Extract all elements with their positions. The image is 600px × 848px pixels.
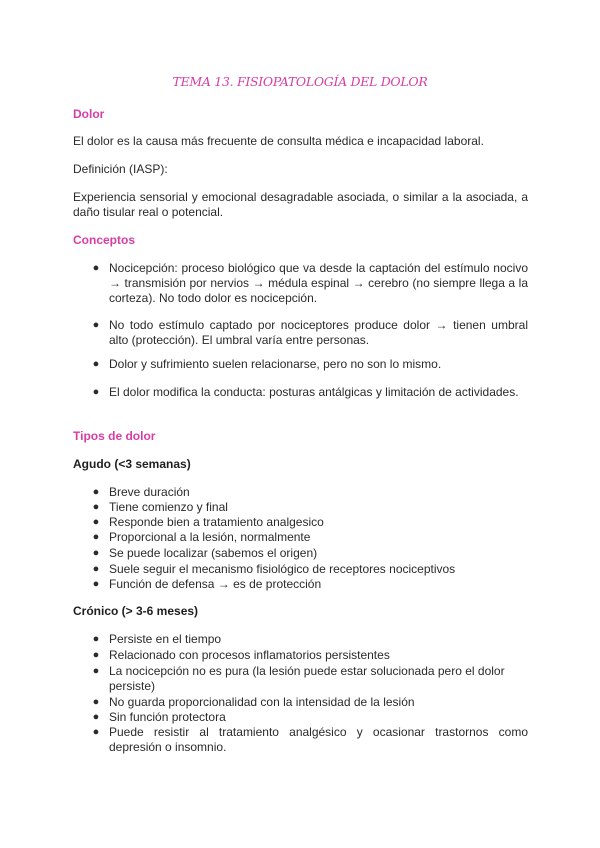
list-item xyxy=(92,577,528,592)
bullet-icon: ● xyxy=(92,696,100,708)
bullet-icon: ● xyxy=(92,578,100,590)
bullet-icon: ● xyxy=(92,547,100,559)
list-item-text: Sin función protectora xyxy=(109,710,226,724)
list-item xyxy=(92,385,528,400)
list-item-text: La nocicepción no es pura (la lesión puede estar solucionada pero el dolor persiste) xyxy=(109,664,505,693)
list-item-text: El dolor modifica la conducta: posturas antálgicas y limitación de actividades. xyxy=(109,385,519,399)
bullet-icon: ● xyxy=(92,386,100,398)
paragraph-consulta: El dolor es la causa más frecuente de consulta médica e incapacidad laboral. xyxy=(73,134,484,148)
list-item xyxy=(92,695,528,710)
list-item-text: No guarda proporcionalidad con la intensidad de la lesión xyxy=(109,695,415,709)
list-item-text: Nocicepción: proceso biológico que va desde la captación del estímulo nocivo → transmisión por nervios → médula espinal → cerebro (no siempre llega a la corteza). No todo dolor es nocicepción. xyxy=(109,261,528,305)
list-item xyxy=(92,562,528,577)
list-item xyxy=(92,485,528,500)
list-item-text: Relacionado con procesos inflamatorios persistentes xyxy=(109,648,390,662)
bullet-icon: ● xyxy=(92,358,100,370)
bullet-icon: ● xyxy=(92,516,100,528)
bullet-icon: ● xyxy=(92,319,100,331)
bullet-icon: ● xyxy=(92,633,100,645)
page-title: TEMA 13. FISIOPATOLOGÍA DEL DOLOR xyxy=(172,74,428,89)
list-item xyxy=(92,357,528,372)
list-item-text: Responde bien a tratamiento analgesico xyxy=(109,515,324,529)
bullet-icon: ● xyxy=(92,531,100,543)
paragraph-definicion: Experiencia sensorial y emocional desagradable asociada, o similar a la asociada, a daño tisular real o potencial. xyxy=(73,190,528,219)
heading-dolor: Dolor xyxy=(73,107,105,121)
list-item-text: Breve duración xyxy=(109,485,190,499)
list-item-text: Puede resistir al tratamiento analgésico y ocasionar trastornos como depresión o insomnio. xyxy=(109,725,528,754)
list-item-text: Dolor y sufrimiento suelen relacionarse, pero no son lo mismo. xyxy=(109,357,442,371)
bullet-icon: ● xyxy=(92,486,100,498)
list-item-text: Suele seguir el mecanismo fisiológico de receptores nociceptivos xyxy=(109,562,456,576)
bullet-icon: ● xyxy=(92,711,100,723)
list-item-text: Se puede localizar (sabemos el origen) xyxy=(109,546,318,560)
bullet-icon: ● xyxy=(92,501,100,513)
list-item xyxy=(92,648,528,663)
list-item xyxy=(92,725,528,755)
list-item-text: No todo estímulo captado por nociceptores produce dolor → tienen umbral alto (protección). El umbral varía entre personas. xyxy=(109,318,528,347)
bullet-icon: ● xyxy=(92,649,100,661)
list-item-text: Proporcional a la lesión, normalmente xyxy=(109,530,311,544)
bullet-icon: ● xyxy=(92,665,100,677)
list-item-text: Función de defensa → es de protección xyxy=(109,577,322,591)
list-item xyxy=(92,546,528,561)
list-item-text: Tiene comienzo y final xyxy=(109,500,228,514)
list-item xyxy=(92,261,528,306)
list-item-text: Persiste en el tiempo xyxy=(109,632,222,646)
heading-conceptos: Conceptos xyxy=(73,233,136,247)
heading-tipos-de-dolor: Tipos de dolor xyxy=(73,429,156,443)
list-item xyxy=(92,515,528,530)
paragraph-definicion-label: Definición (IASP): xyxy=(73,162,168,176)
list-item xyxy=(92,500,528,515)
bullet-icon: ● xyxy=(92,262,100,274)
list-item xyxy=(92,710,528,725)
list-item xyxy=(92,530,528,545)
heading-cronico: Crónico (> 3-6 meses) xyxy=(73,604,199,618)
list-item xyxy=(92,632,528,647)
bullet-icon: ● xyxy=(92,726,100,738)
list-item xyxy=(92,318,528,348)
list-item xyxy=(92,664,528,694)
bullet-icon: ● xyxy=(92,563,100,575)
heading-agudo: Agudo (<3 semanas) xyxy=(73,457,191,471)
